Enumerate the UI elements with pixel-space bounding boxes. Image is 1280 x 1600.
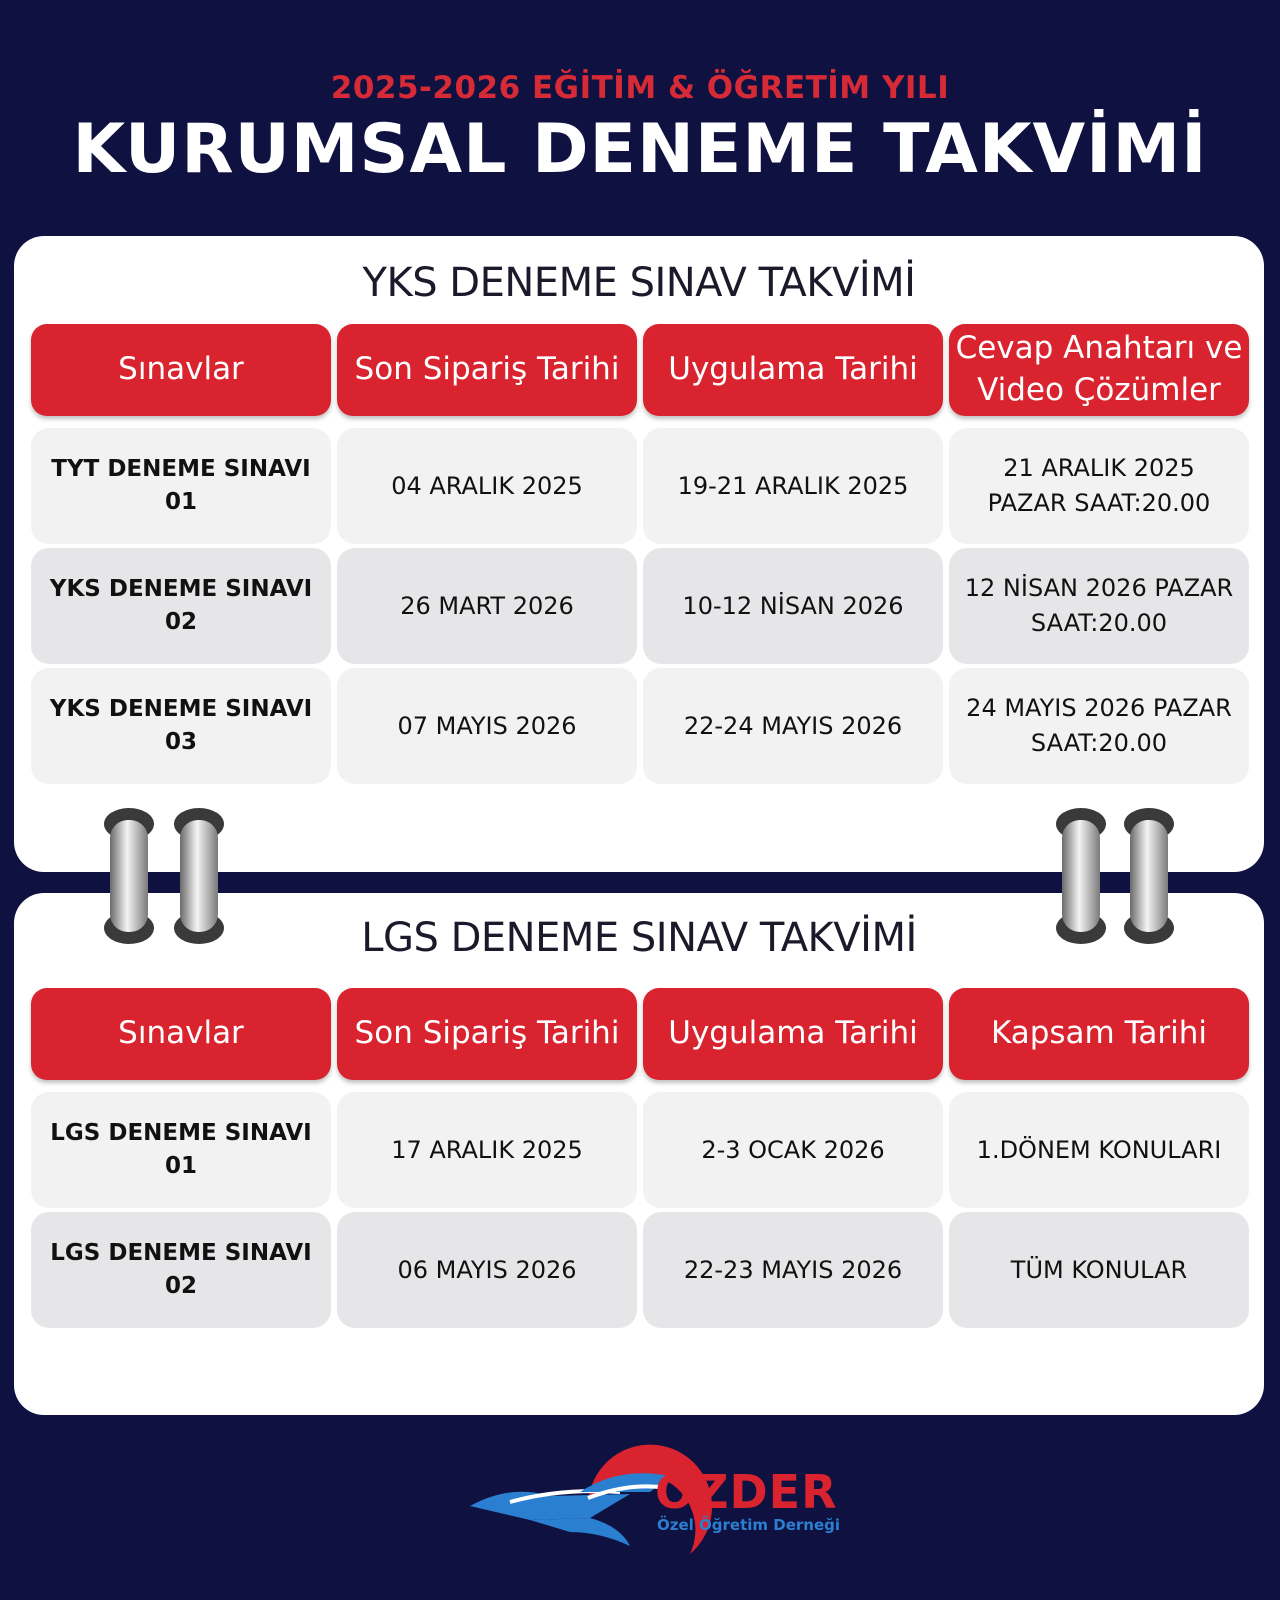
yks-header-exams: Sınavlar <box>31 324 331 416</box>
lgs-row-2-order-date: 06 MAYIS 2026 <box>337 1212 637 1328</box>
yks-row-3-order-date: 07 MAYIS 2026 <box>337 668 637 784</box>
lgs-row-1-order-date: 17 ARALIK 2025 <box>337 1092 637 1208</box>
yks-row-1-exam: TYT DENEME SINAVI 01 <box>31 428 331 544</box>
yks-header-answer-key <box>949 324 1249 416</box>
yks-header-answer-key-label: Cevap Anahtarı ve Video Çözümler <box>955 330 1243 408</box>
yks-row-1-exam-date: 19-21 ARALIK 2025 <box>643 428 943 544</box>
yks-row-1-answer-key <box>949 428 1249 544</box>
lgs-header-exams: Sınavlar <box>31 988 331 1080</box>
lgs-header-order-date: Son Sipariş Tarihi <box>337 988 637 1080</box>
yks-row-1-answer-key-text: 21 ARALIK 2025 PAZAR SAAT:20.00 <box>987 454 1211 517</box>
yks-row-2-exam: YKS DENEME SINAVI 02 <box>31 548 331 664</box>
lgs-row-1-exam: LGS DENEME SINAVI 01 <box>31 1092 331 1208</box>
lgs-row-1-scope: 1.DÖNEM KONULARI <box>949 1092 1249 1208</box>
yks-row-2-order-date: 26 MART 2026 <box>337 548 637 664</box>
lgs-row-1-exam-date: 2-3 OCAK 2026 <box>643 1092 943 1208</box>
binder-ring-icon <box>1122 806 1176 946</box>
lgs-calendar-title: LGS DENEME SINAV TAKVİMİ <box>361 915 917 961</box>
yks-row-2-answer-key <box>949 548 1249 664</box>
yks-row-2-exam-date: 10-12 NİSAN 2026 <box>643 548 943 664</box>
yks-row-3-exam: YKS DENEME SINAVI 03 <box>31 668 331 784</box>
logo-name: ÖZDER <box>655 1465 838 1519</box>
yks-row-3-exam-date: 22-24 MAYIS 2026 <box>643 668 943 784</box>
yks-row-3-answer-key-text: 24 MAYIS 2026 PAZAR SAAT:20.00 <box>966 694 1232 757</box>
lgs-header-exam-date: Uygulama Tarihi <box>643 988 943 1080</box>
lgs-row-2-exam: LGS DENEME SINAVI 02 <box>31 1212 331 1328</box>
logo-tagline: Özel Öğretim Derneği <box>657 1516 840 1534</box>
page-subtitle: 2025-2026 EĞİTİM & ÖĞRETİM YILI <box>330 70 950 106</box>
page-title: KURUMSAL DENEME TAKVİMİ <box>72 110 1208 189</box>
lgs-calendar-card <box>14 893 1264 1415</box>
lgs-row-2-exam-date: 22-23 MAYIS 2026 <box>643 1212 943 1328</box>
yks-calendar-card <box>14 236 1264 872</box>
yks-calendar-title: YKS DENEME SINAV TAKVİMİ <box>362 260 916 306</box>
binder-ring-icon <box>1054 806 1108 946</box>
lgs-row-2-scope: TÜM KONULAR <box>949 1212 1249 1328</box>
yks-row-3-answer-key <box>949 668 1249 784</box>
yks-row-2-answer-key-text: 12 NİSAN 2026 PAZAR SAAT:20.00 <box>964 574 1234 637</box>
lgs-header-scope: Kapsam Tarihi <box>949 988 1249 1080</box>
yks-header-exam-date: Uygulama Tarihi <box>643 324 943 416</box>
yks-row-1-order-date: 04 ARALIK 2025 <box>337 428 637 544</box>
binder-ring-icon <box>172 806 226 946</box>
binder-ring-icon <box>102 806 156 946</box>
yks-header-order-date: Son Sipariş Tarihi <box>337 324 637 416</box>
